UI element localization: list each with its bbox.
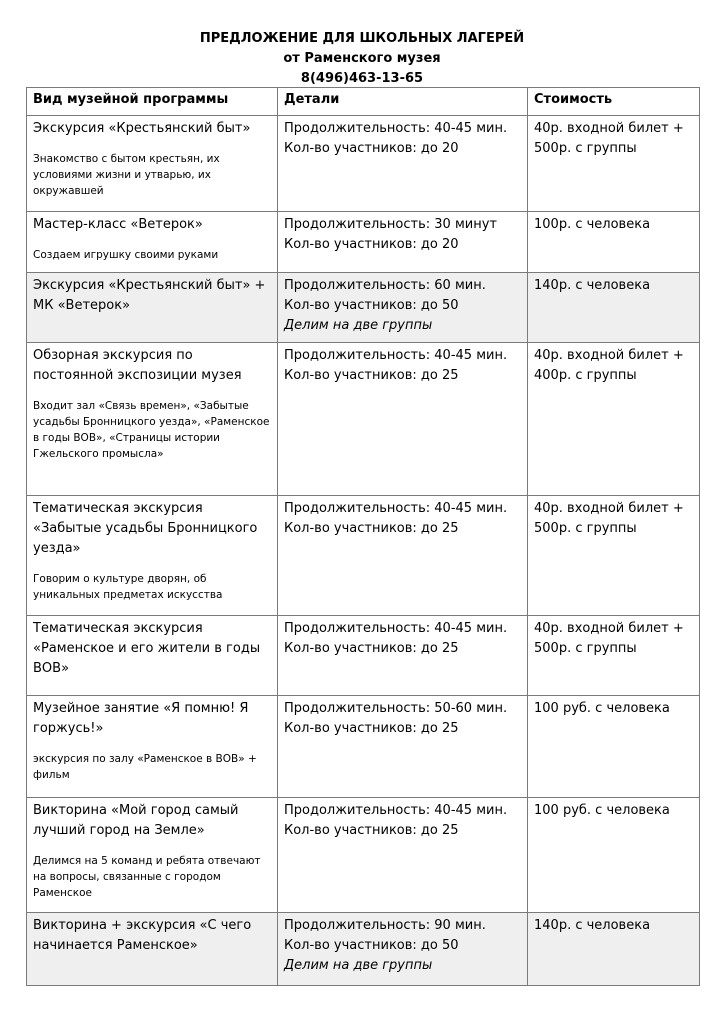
program-duration: Продолжительность: 40-45 мин. (284, 348, 508, 363)
program-price: 40р. входной билет + 500р. с группы (534, 501, 684, 536)
table-row (27, 496, 700, 616)
program-duration: Продолжительность: 40-45 мин. (284, 621, 508, 636)
program-note: Делим на две группы (284, 318, 433, 333)
details-cell (278, 913, 528, 986)
program-description: экскурсия по залу «Раменское в ВОВ» + фильм (33, 753, 257, 781)
program-price: 100 руб. с человека (534, 803, 670, 818)
price-cell (528, 798, 700, 913)
program-cell (27, 212, 278, 273)
table-row (27, 343, 700, 496)
program-cell (27, 116, 278, 212)
table-row (27, 696, 700, 798)
program-participants: Кол-во участников: до 50 (284, 938, 459, 953)
details-cell (278, 273, 528, 343)
program-cell (27, 616, 278, 696)
price-cell (528, 496, 700, 616)
program-name: Мастер-класс «Ветерок» (33, 217, 203, 232)
details-cell (278, 343, 528, 496)
program-name: Тематическая экскурсия «Забытые усадьбы Бронницкого уезда» (33, 501, 258, 556)
document-subtitle: от Раменского музея (283, 51, 441, 66)
program-description: Делимся на 5 команд и ребята отвечают на вопросы, связанные с городом Раменское (33, 855, 261, 899)
program-participants: Кол-во участников: до 25 (284, 823, 459, 838)
program-description: Входит зал «Связь времен», «Забытые усадьбы Бронницкого уезда», «Раменское в годы ВОВ», «Страницы истории Гжельского промысла» (33, 400, 270, 460)
table-row (27, 273, 700, 343)
price-cell (528, 696, 700, 798)
program-price: 40р. входной билет + 400р. с группы (534, 348, 684, 383)
column-header-price: Стоимость (528, 88, 700, 116)
program-description: Знакомство с бытом крестьян, их условиями жизни и утварью, их окружавшей (33, 153, 220, 197)
program-duration: Продолжительность: 40-45 мин. (284, 121, 508, 136)
program-duration: Продолжительность: 30 минут (284, 217, 497, 232)
program-name: Экскурсия «Крестьянский быт» (33, 121, 251, 136)
program-note: Делим на две группы (284, 958, 433, 973)
program-duration: Продолжительность: 90 мин. (284, 918, 486, 933)
program-cell (27, 496, 278, 616)
price-cell (528, 273, 700, 343)
contact-phone: 8(496)463-13-65 (300, 71, 424, 86)
program-description: Говорим о культуре дворян, об уникальных предметах искусства (33, 573, 223, 601)
table-row (27, 212, 700, 273)
program-price: 100р. с человека (534, 217, 651, 232)
program-cell (27, 273, 278, 343)
details-cell (278, 212, 528, 273)
program-participants: Кол-во участников: до 20 (284, 141, 459, 156)
program-name: Викторина «Мой город самый лучший город на Земле» (33, 803, 239, 838)
program-description: Создаем игрушку своими руками (33, 249, 219, 261)
document-header (0, 29, 724, 89)
program-cell (27, 696, 278, 798)
program-price: 140р. с человека (534, 278, 651, 293)
table-header-row (27, 88, 700, 116)
program-participants: Кол-во участников: до 25 (284, 521, 459, 536)
program-participants: Кол-во участников: до 20 (284, 237, 459, 252)
table-row (27, 616, 700, 696)
program-price: 40р. входной билет + 500р. с группы (534, 121, 684, 156)
details-cell (278, 798, 528, 913)
program-price: 140р. с человека (534, 918, 651, 933)
program-participants: Кол-во участников: до 25 (284, 368, 459, 383)
column-header-program: Вид музейной программы (27, 88, 278, 116)
program-name: Обзорная экскурсия по постоянной экспозиции музея (33, 348, 242, 383)
program-cell (27, 798, 278, 913)
program-duration: Продолжительность: 40-45 мин. (284, 803, 508, 818)
program-name: Музейное занятие «Я помню! Я горжусь!» (33, 701, 249, 736)
price-cell (528, 212, 700, 273)
program-duration: Продолжительность: 60 мин. (284, 278, 486, 293)
table-row (27, 913, 700, 986)
program-duration: Продолжительность: 40-45 мин. (284, 501, 508, 516)
program-duration: Продолжительность: 50-60 мин. (284, 701, 508, 716)
program-cell (27, 913, 278, 986)
program-participants: Кол-во участников: до 50 (284, 298, 459, 313)
price-cell (528, 343, 700, 496)
details-cell (278, 696, 528, 798)
program-cell (27, 343, 278, 496)
program-name: Викторина + экскурсия «С чего начинается Раменское» (33, 918, 252, 953)
table-row (27, 116, 700, 212)
details-cell (278, 496, 528, 616)
program-participants: Кол-во участников: до 25 (284, 641, 459, 656)
document-title: ПРЕДЛОЖЕНИЕ ДЛЯ ШКОЛЬНЫХ ЛАГЕРЕЙ (199, 31, 525, 46)
table-row (27, 798, 700, 913)
details-cell (278, 616, 528, 696)
column-header-details: Детали (278, 88, 528, 116)
program-name: Экскурсия «Крестьянский быт» + МК «Ветерок» (33, 278, 266, 313)
program-participants: Кол-во участников: до 25 (284, 721, 459, 736)
details-cell (278, 116, 528, 212)
program-price: 40р. входной билет + 500р. с группы (534, 621, 684, 656)
price-cell (528, 116, 700, 212)
programs-table (26, 87, 700, 986)
price-cell (528, 913, 700, 986)
program-price: 100 руб. с человека (534, 701, 670, 716)
price-cell (528, 616, 700, 696)
program-name: Тематическая экскурсия «Раменское и его жители в годы ВОВ» (33, 621, 261, 676)
